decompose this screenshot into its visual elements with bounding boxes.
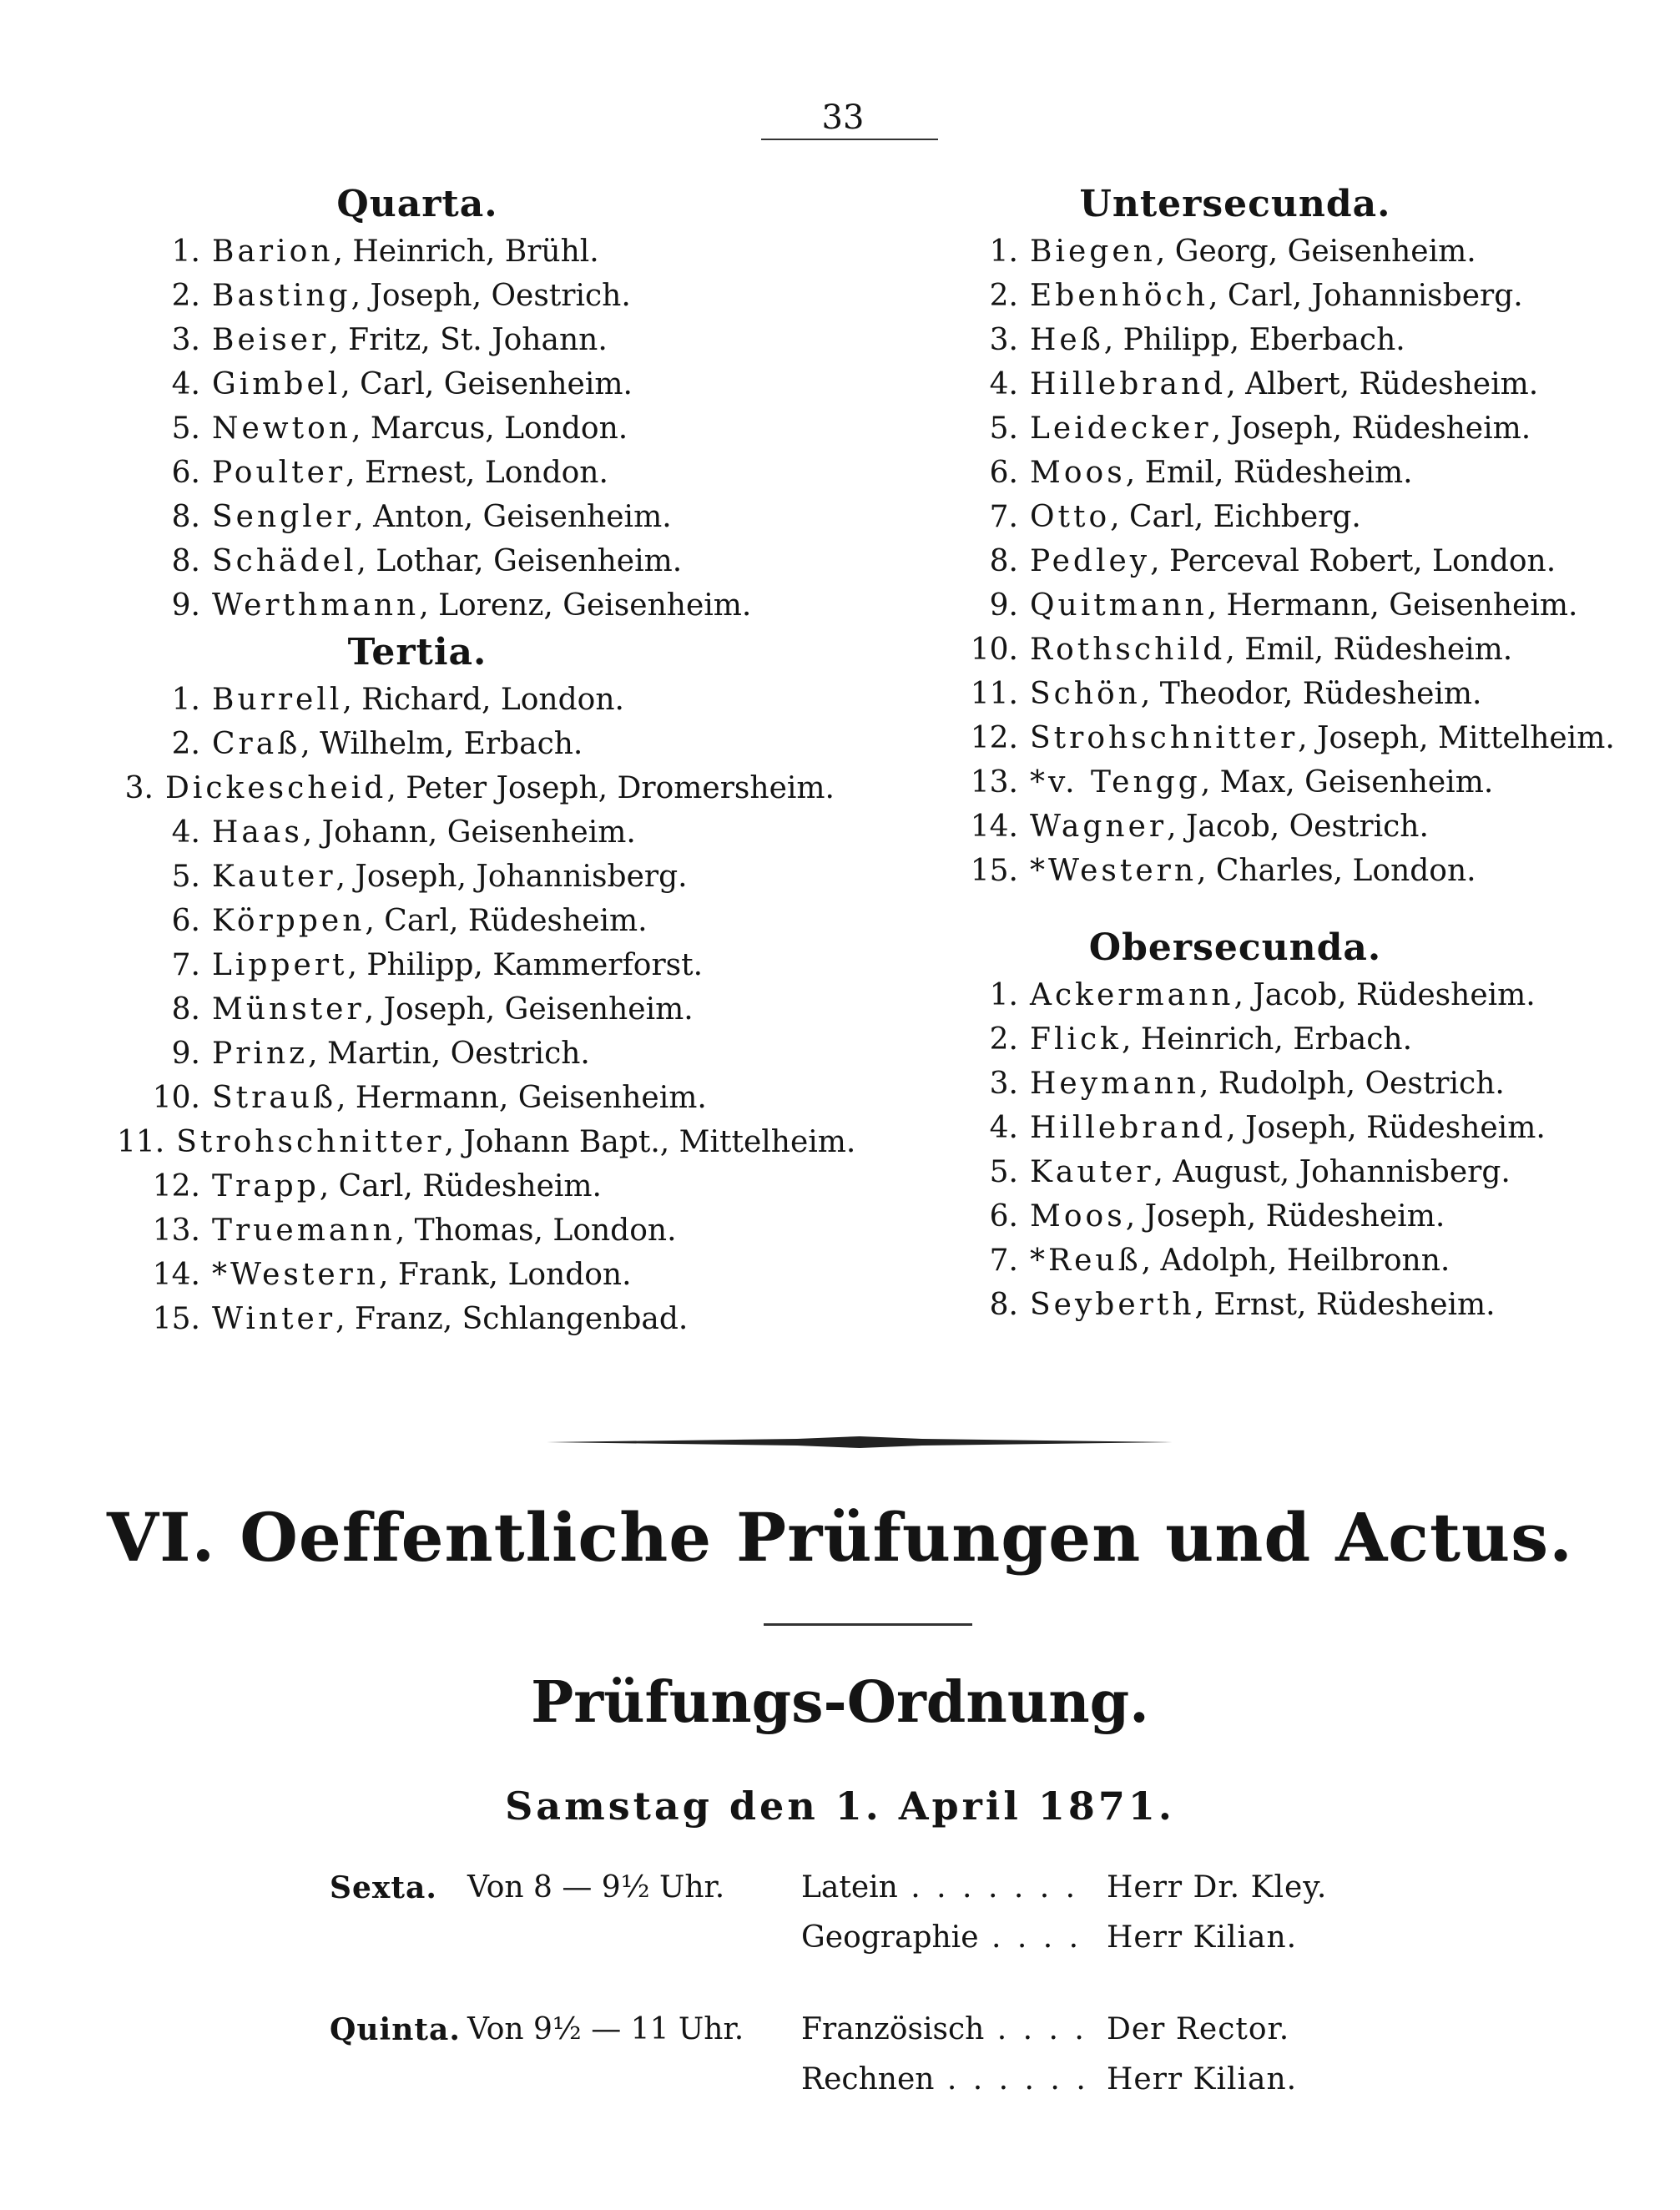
student-details: , Lorenz, Geisenheim.	[419, 588, 752, 623]
student-surname: Otto	[1030, 500, 1111, 534]
student-surname: Heymann	[1030, 1067, 1200, 1101]
student-number: 13.	[152, 1213, 200, 1248]
student-surname: Seyberth	[1030, 1288, 1195, 1322]
student-surname: Kauter	[212, 860, 336, 894]
student-number: 6.	[989, 456, 1018, 490]
student-details: , Jacob, Oestrich.	[1167, 810, 1429, 844]
list-item	[935, 495, 1652, 539]
student-list-obersecunda	[935, 973, 1652, 1327]
list-item	[117, 362, 835, 406]
student-details: , Emil, Rüdesheim.	[1125, 456, 1413, 490]
right-column	[935, 179, 1652, 1327]
student-number: 5.	[989, 1155, 1018, 1189]
student-number: 8.	[989, 1288, 1018, 1322]
student-surname: Körppen	[212, 904, 366, 938]
list-item	[117, 899, 835, 943]
schedule-subject: Rechnen	[801, 2062, 935, 2096]
student-number: 2.	[171, 279, 200, 313]
student-details: , Joseph, Rüdesheim.	[1226, 1111, 1546, 1145]
student-surname: *Reuß	[1030, 1244, 1142, 1278]
list-item	[935, 362, 1652, 406]
list-item	[935, 628, 1652, 672]
list-item	[117, 539, 835, 583]
student-surname: Newton	[212, 411, 351, 446]
student-details: , Johann, Geisenheim.	[302, 815, 636, 850]
schedule-class: Sexta.	[330, 1870, 437, 1905]
student-number: 2.	[171, 727, 200, 761]
student-details: , Johann Bapt., Mittelheim.	[444, 1125, 856, 1159]
schedule-time	[467, 2055, 801, 2105]
student-details: , Ernst, Rüdesheim.	[1194, 1288, 1496, 1322]
student-surname: Schädel	[212, 544, 357, 578]
schedule-subject: Geographie	[801, 1920, 979, 1955]
student-number: 7.	[171, 948, 200, 982]
student-surname: Strohschnitter	[1030, 721, 1299, 755]
spacer	[935, 893, 1652, 923]
student-details: , Thomas, London.	[395, 1213, 677, 1248]
student-details: , Joseph, Rüdesheim.	[1125, 1199, 1445, 1234]
student-number: 1.	[171, 683, 200, 717]
student-surname: Poulter	[212, 456, 346, 490]
student-number: 2.	[989, 1022, 1018, 1057]
student-number: 3.	[989, 1067, 1018, 1101]
student-number: 15.	[152, 1302, 200, 1336]
student-number: 6.	[171, 904, 200, 938]
student-number: 4.	[171, 815, 200, 850]
exam-date: Samstag den 1. April 1871.	[505, 1784, 1175, 1829]
student-details: , Martin, Oestrich.	[308, 1037, 590, 1071]
list-item	[117, 230, 835, 274]
schedule-teacher: Herr Dr. Kley.	[1107, 1870, 1328, 1905]
student-surname: Münster	[212, 992, 365, 1027]
student-number: 2.	[989, 279, 1018, 313]
list-item	[117, 1164, 835, 1208]
schedule-class	[330, 1913, 467, 1963]
student-details: , Frank, London.	[379, 1258, 632, 1292]
list-item	[117, 722, 835, 766]
student-number: 14.	[970, 810, 1018, 844]
student-surname: Werthmann	[212, 588, 420, 623]
list-item	[117, 1297, 835, 1341]
list-item	[935, 274, 1652, 318]
schedule-leader-dots: . . . .	[978, 1920, 1082, 1955]
student-surname: *v. Tengg	[1030, 765, 1201, 800]
student-surname: Heß	[1030, 323, 1104, 357]
student-details: , Heinrich, Erbach.	[1121, 1022, 1413, 1057]
student-number: 6.	[989, 1199, 1018, 1234]
student-details: , Lothar, Geisenheim.	[356, 544, 683, 578]
student-details: , Hermann, Geisenheim.	[1207, 588, 1578, 623]
student-list-quarta	[117, 230, 835, 628]
student-details: , Hermann, Geisenheim.	[336, 1081, 707, 1115]
schedule-row	[330, 1913, 1415, 1963]
student-details: , Fritz, St. Johann.	[329, 323, 608, 357]
student-surname: Moos	[1030, 1199, 1126, 1234]
student-surname: Gimbel	[212, 367, 341, 401]
student-details: , Rudolph, Oestrich.	[1199, 1067, 1505, 1101]
student-number: 12.	[152, 1169, 200, 1203]
student-details: , Adolph, Heilbronn.	[1141, 1244, 1450, 1278]
schedule-leader-dots: . . . . . .	[934, 2062, 1089, 2096]
student-number: 4.	[989, 367, 1018, 401]
student-surname: Pedley	[1030, 544, 1151, 578]
student-surname: Hillebrand	[1030, 367, 1227, 401]
student-surname: Haas	[212, 815, 303, 850]
schedule-class: Quinta.	[330, 2012, 461, 2047]
student-surname: Prinz	[212, 1037, 309, 1071]
student-number: 11.	[970, 677, 1018, 711]
student-number: 5.	[171, 860, 200, 894]
student-number: 14.	[152, 1258, 200, 1292]
student-number: 5.	[989, 411, 1018, 446]
list-item	[935, 1017, 1652, 1062]
student-surname: Trapp	[212, 1169, 320, 1203]
list-item	[935, 1239, 1652, 1283]
ornamental-divider	[547, 1436, 1173, 1448]
student-number: 9.	[171, 588, 200, 623]
list-item	[117, 987, 835, 1032]
student-details: , Joseph, Johannisberg.	[335, 860, 688, 894]
student-details: , Joseph, Geisenheim.	[364, 992, 694, 1027]
list-item	[117, 678, 835, 722]
schedule-row	[330, 1863, 1415, 1913]
schedule-subject: Latein	[801, 1870, 898, 1905]
student-surname: Sengler	[212, 500, 355, 534]
student-number: 10.	[152, 1081, 200, 1115]
student-surname: Kauter	[1030, 1155, 1154, 1189]
student-details: , Carl, Eichberg.	[1110, 500, 1361, 534]
list-item	[117, 1253, 835, 1297]
student-details: , Heinrich, Brühl.	[333, 235, 599, 269]
student-surname: Craß	[212, 727, 301, 761]
class-heading-untersecunda: Untersecunda.	[1079, 183, 1391, 225]
list-item	[935, 1283, 1652, 1327]
student-surname: Strohschnitter	[176, 1125, 445, 1159]
list-item	[117, 495, 835, 539]
student-surname: Wagner	[1030, 810, 1168, 844]
student-details: , Theodor, Rüdesheim.	[1140, 677, 1482, 711]
class-heading-obersecunda: Obersecunda.	[1088, 926, 1382, 969]
list-item	[117, 1120, 856, 1164]
student-list-tertia	[117, 678, 856, 1341]
schedule-teacher: Herr Kilian.	[1107, 2062, 1298, 2096]
class-heading-tertia: Tertia.	[347, 631, 487, 674]
list-item	[935, 849, 1652, 893]
student-number: 7.	[989, 500, 1018, 534]
left-column	[117, 179, 856, 1341]
student-surname: Dickescheid	[164, 771, 387, 805]
list-item	[117, 1076, 835, 1120]
student-details: , Carl, Johannisberg.	[1208, 279, 1523, 313]
list-item	[117, 318, 835, 362]
student-details: , Richard, London.	[342, 683, 624, 717]
list-item	[935, 1106, 1652, 1150]
student-number: 9.	[989, 588, 1018, 623]
header-rule	[761, 139, 938, 140]
schedule-teacher: Der Rector.	[1107, 2012, 1290, 2046]
student-number: 3.	[989, 323, 1018, 357]
student-number: 8.	[989, 544, 1018, 578]
page-number: 33	[821, 98, 865, 137]
student-surname: Moos	[1030, 456, 1126, 490]
student-details: , Philipp, Kammerforst.	[347, 948, 704, 982]
student-number: 8.	[171, 992, 200, 1027]
student-details: , Joseph, Rüdesheim.	[1211, 411, 1531, 446]
student-number: 3.	[124, 771, 154, 805]
student-details: , Georg, Geisenheim.	[1155, 235, 1476, 269]
schedule-subject: Französisch	[801, 2012, 985, 2046]
student-surname: Quitmann	[1030, 588, 1208, 623]
schedule-time: Von 8 — 9½ Uhr.	[467, 1870, 725, 1905]
student-surname: Flick	[1030, 1022, 1122, 1057]
student-details: , Charles, London.	[1197, 854, 1476, 888]
schedule-teacher: Herr Kilian.	[1107, 1920, 1298, 1955]
section-title: VI. Oeffentliche Prüfungen und Actus.	[107, 1498, 1573, 1577]
student-details: , Joseph, Mittelheim.	[1298, 721, 1615, 755]
student-surname: Rothschild	[1030, 633, 1226, 667]
list-item	[935, 805, 1652, 849]
list-item	[117, 451, 835, 495]
list-item	[117, 1208, 835, 1253]
student-number: 8.	[171, 544, 200, 578]
schedule-time: Von 9½ — 11 Uhr.	[467, 2012, 744, 2046]
list-item	[935, 1194, 1652, 1239]
list-item	[117, 855, 835, 899]
student-details: , Emil, Rüdesheim.	[1225, 633, 1513, 667]
student-number: 7.	[989, 1244, 1018, 1278]
student-surname: Ackermann	[1030, 978, 1234, 1012]
student-details: , Carl, Rüdesheim.	[365, 904, 648, 938]
student-number: 11.	[117, 1125, 165, 1159]
list-item	[117, 406, 835, 451]
class-heading-quarta: Quarta.	[336, 183, 498, 225]
student-surname: Beiser	[212, 323, 330, 357]
student-surname: *Western	[1030, 854, 1198, 888]
schedule-class	[330, 2055, 467, 2105]
student-details: , Joseph, Oestrich.	[351, 279, 631, 313]
student-number: 1.	[989, 235, 1018, 269]
exam-schedule	[330, 1863, 1415, 2105]
list-item	[117, 810, 835, 855]
student-number: 15.	[970, 854, 1018, 888]
schedule-row	[330, 2055, 1415, 2105]
student-surname: *Western	[212, 1258, 380, 1292]
list-item	[935, 318, 1652, 362]
student-number: 9.	[171, 1037, 200, 1071]
student-details: , Albert, Rüdesheim.	[1226, 367, 1539, 401]
student-details: , Carl, Geisenheim.	[341, 367, 633, 401]
student-details: , Anton, Geisenheim.	[354, 500, 672, 534]
student-number: 6.	[171, 456, 200, 490]
student-details: , Ernest, London.	[346, 456, 608, 490]
student-surname: Strauß	[212, 1081, 337, 1115]
student-surname: Burrell	[212, 683, 343, 717]
student-details: , Franz, Schlangenbad.	[335, 1302, 689, 1336]
list-item	[935, 672, 1652, 716]
student-surname: Ebenhöch	[1030, 279, 1209, 313]
student-surname: Truemann	[212, 1213, 396, 1248]
student-number: 5.	[171, 411, 200, 446]
list-item	[935, 973, 1652, 1017]
student-surname: Winter	[212, 1302, 336, 1336]
schedule-time	[467, 1913, 801, 1963]
list-item	[935, 760, 1652, 805]
student-number: 3.	[171, 323, 200, 357]
list-item	[935, 716, 1652, 760]
student-surname: Leidecker	[1030, 411, 1212, 446]
list-item	[935, 539, 1652, 583]
student-details: , Carl, Rüdesheim.	[319, 1169, 602, 1203]
student-details: , Peter Joseph, Dromersheim.	[386, 771, 835, 805]
student-details: , Max, Geisenheim.	[1200, 765, 1494, 800]
student-details: , Philipp, Eberbach.	[1103, 323, 1405, 357]
list-item	[935, 1150, 1652, 1194]
student-surname: Barion	[212, 235, 334, 269]
student-details: , Perceval Robert, London.	[1150, 544, 1556, 578]
student-details: , August, Johannisberg.	[1153, 1155, 1511, 1189]
list-item	[117, 766, 835, 810]
schedule-leader-dots: . . . .	[984, 2012, 1087, 2046]
list-item	[935, 1062, 1652, 1106]
schedule-row	[330, 2005, 1415, 2055]
student-number: 13.	[970, 765, 1018, 800]
student-number: 8.	[171, 500, 200, 534]
student-number: 4.	[171, 367, 200, 401]
student-surname: Schön	[1030, 677, 1141, 711]
list-item	[117, 943, 835, 987]
list-item	[117, 274, 835, 318]
list-item	[117, 1032, 835, 1076]
student-number: 4.	[989, 1111, 1018, 1145]
student-details: , Jacob, Rüdesheim.	[1234, 978, 1536, 1012]
list-item	[935, 230, 1652, 274]
section-rule	[764, 1623, 972, 1626]
student-list-untersecunda	[935, 230, 1652, 893]
student-number: 12.	[970, 721, 1018, 755]
student-surname: Hillebrand	[1030, 1111, 1227, 1145]
student-surname: Biegen	[1030, 235, 1156, 269]
subsection-title: Prüfungs-Ordnung.	[531, 1669, 1149, 1736]
student-number: 1.	[989, 978, 1018, 1012]
student-details: , Wilhelm, Erbach.	[300, 727, 583, 761]
list-item	[117, 583, 835, 628]
schedule-leader-dots: . . . . . . .	[897, 1870, 1079, 1905]
student-number: 1.	[171, 235, 200, 269]
list-item	[935, 406, 1652, 451]
student-number: 10.	[970, 633, 1018, 667]
student-details: , Marcus, London.	[351, 411, 628, 446]
student-surname: Basting	[212, 279, 351, 313]
student-surname: Lippert	[212, 948, 348, 982]
list-item	[935, 451, 1652, 495]
list-item	[935, 583, 1652, 628]
